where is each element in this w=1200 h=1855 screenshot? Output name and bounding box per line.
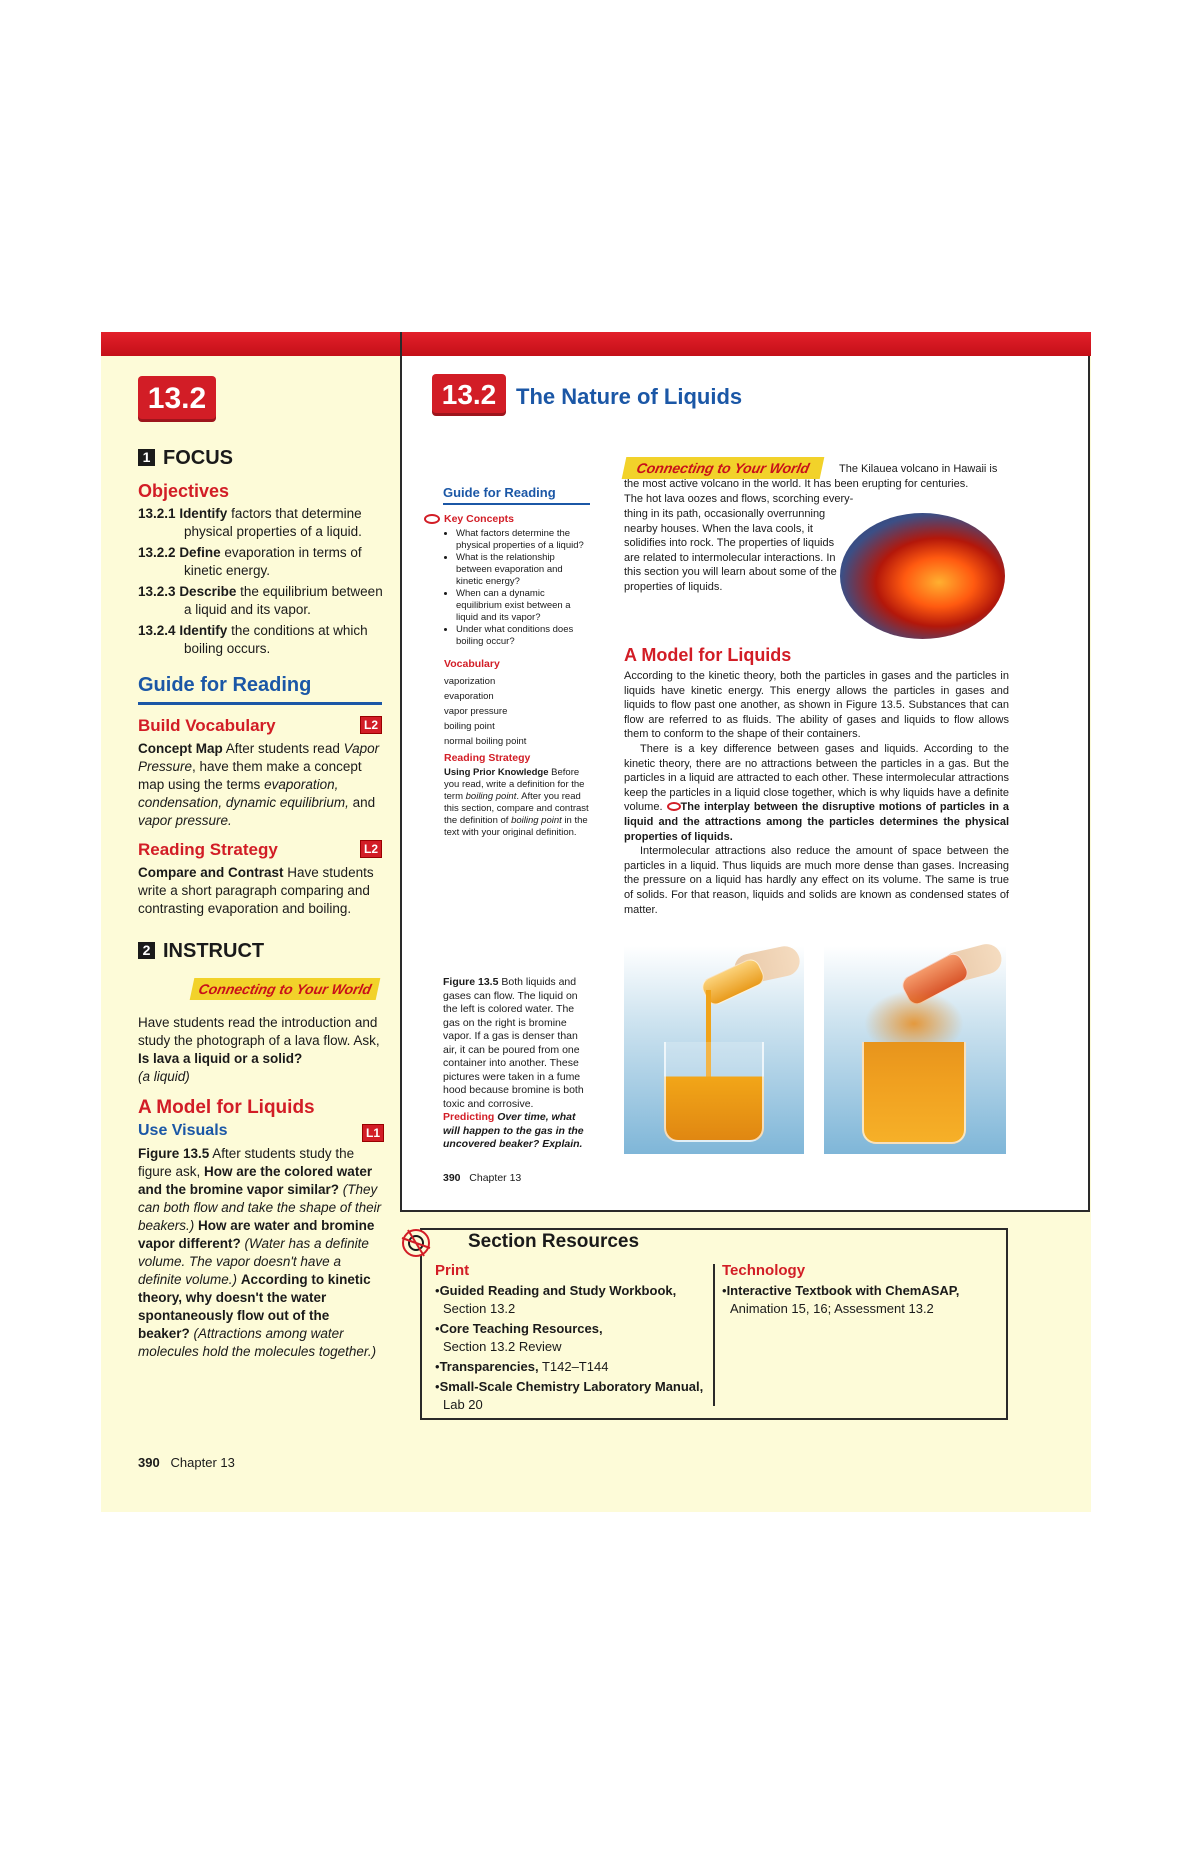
guide-underline [138, 702, 382, 705]
level-badge: L2 [360, 840, 382, 858]
print-item: •Core Teaching Resources, Section 13.2 Review [435, 1321, 603, 1354]
bar-divider [400, 332, 402, 356]
inner-reading-strategy-title: Reading Strategy [444, 752, 531, 764]
vocabulary-list [444, 674, 590, 749]
print-item: •Guided Reading and Study Workbook, Section 13.2 [435, 1283, 677, 1316]
section-number-badge: 13.2 [138, 376, 216, 422]
inner-section-badge: 13.2 [432, 374, 506, 416]
inner-model-title: A Model for Liquids [624, 645, 792, 665]
inner-guide-underline [443, 503, 590, 505]
objective-item: 13.2.3 Describe the equilibrium between a liquid and its vapor. [138, 584, 383, 617]
beaker [862, 1042, 966, 1144]
print-item: •Small-Scale Chemistry Laboratory Manual, Lab 20 [435, 1379, 704, 1412]
objectives-list [138, 505, 383, 658]
bromine-vapor [864, 990, 964, 1046]
lava-photo [840, 513, 1005, 639]
instruct-number: 2 [138, 942, 155, 959]
model-for-liquids-title: A Model for Liquids [138, 1097, 315, 1118]
key-icon [424, 514, 440, 524]
connecting-text: Have students read the introduction and study the photograph of a lava flow. Ask, Is lava a liquid or a solid? (a liquid) [138, 1015, 380, 1084]
focus-label: FOCUS [163, 447, 233, 469]
print-list [435, 1282, 710, 1414]
beaker [664, 1042, 764, 1142]
page-number: 390 [138, 1455, 160, 1470]
print-title: Print [435, 1262, 470, 1279]
technology-list [722, 1282, 1002, 1318]
vocab-item: evaporation [444, 691, 494, 702]
key-concept-item: • Under what conditions does boiling occur? [456, 624, 590, 648]
inner-guide-title: Guide for Reading [443, 485, 556, 500]
paragraph-3: Intermolecular attractions also reduce the amount of space between the particles in a liquid. Thus liquids are much more dense than gases. Increasing the pressure on a liquid has hardly any effect on its volume. The same is true of solids. For that reason, liquids and solids are known as condensed states of matter. [624, 845, 1009, 916]
top-red-bar [101, 332, 1091, 356]
key-concepts-title: Key Concepts [444, 513, 515, 525]
instruct-heading [138, 940, 264, 963]
figure-caption: Figure 13.5 Both liquids and gases can flow. The liquid on the left is colored water. The gas on the right is bromine vapor. If a gas is denser than air, it can be poured from one container into another. These pictures were taken in a fume hood because bromine is both toxic and corrosive. Predicting Over time, what will happen to the gas in the uncovered beaker? Explain. [443, 976, 584, 1150]
vocabulary-title: Vocabulary [444, 658, 500, 670]
objectives-title: Objectives [138, 481, 230, 501]
connecting-to-your-world-banner: Connecting to Your World [190, 978, 381, 1000]
inner-reading-strategy-text: Using Prior Knowledge Before you read, write a definition for the term boiling point. After you read this section, compare and contrast the definition of boiling point in the text with your original definition. [444, 767, 589, 838]
level-badge: L2 [360, 716, 382, 734]
paragraph-1: According to the kinetic theory, both the particles in gases and the particles in liquids have kinetic energy. This energy allows the particles in gases and liquids to flow past one another, as shown in Figure 13.5. Substances that can flow are referred to as fluids. The ability of gases and liquids to flow allows them to conform to the shape of their containers. [624, 670, 1009, 741]
technology-item: •Interactive Textbook with ChemASAP, Animation 15, 16; Assessment 13.2 [722, 1283, 960, 1316]
left-footer [138, 1455, 235, 1470]
vocab-item: normal boiling point [444, 736, 527, 747]
inner-chapter-label: Chapter 13 [469, 1172, 522, 1184]
section-resources-title: Section Resources [462, 1231, 645, 1253]
use-visuals-title: Use Visuals [138, 1122, 228, 1139]
build-vocabulary-text: Concept Map After students read Vapor Pressure, have them make a concept map using the terms evaporation, condensation, dynamic equilibrium, and vapor pressure. [138, 741, 380, 828]
vocab-item: vaporization [444, 676, 496, 687]
guide-for-reading-title: Guide for Reading [138, 674, 312, 696]
technology-title: Technology [722, 1262, 806, 1279]
instruct-label: INSTRUCT [163, 940, 265, 962]
key-concept-item: • When can a dynamic equilibrium exist between a liquid and its vapor? [456, 588, 590, 624]
print-item: •Transparencies, T142–T144 [435, 1359, 609, 1374]
intro-paragraph: thing in its path, occasionally overrunning nearby houses. When the lava cools, it solidifies into rock. The properties of liquids are related to intermolecular interactions. In this section you will learn about some of the properties of liquids. [624, 508, 837, 593]
model-paragraphs [624, 669, 1009, 917]
vocab-item: boiling point [444, 721, 495, 732]
resources-icon [398, 1226, 438, 1260]
intro-line-a: The Kilauea volcano in Hawaii is [839, 463, 998, 475]
inner-footer [443, 1172, 521, 1184]
resources-divider [713, 1264, 715, 1406]
paragraph-2: There is a key difference between gases and liquids. According to the kinetic theory, there are no attractions between the particles in a gas. But the particles in a liquid are attracted to each other. These intermolecular attractions keep the particles in a liquid close together, which is why liquids have a definite volume. The interplay between the disruptive motions of particles in a liquid and the attractions among the particles determines the physical properties of liquids. [624, 742, 1009, 843]
intro-line-b: the most active volcano in the world. It has been erupting for centuries. [624, 478, 969, 490]
inner-page-number: 390 [443, 1172, 461, 1184]
liquid-pouring-photo [624, 946, 804, 1154]
gas-pouring-photo [824, 946, 1006, 1154]
key-icon [667, 802, 681, 811]
objective-item: 13.2.2 Define evaporation in terms of kinetic energy. [138, 545, 362, 578]
vocab-item: vapor pressure [444, 706, 508, 717]
use-visuals-text: Figure 13.5 After students study the figure ask, How are the colored water and the bromine vapor similar? (They can both flow and take the shape of their beakers.) How are water and bromine vapor different? (Water has a definite volume. The vapor doesn't have a definite volume.) According to kinetic theory, why doesn't the water spontaneously flow out of the beaker? (Attractions among water molecules hold the molecules together.) [138, 1146, 382, 1359]
objective-item: 13.2.1 Identify factors that determine physical properties of a liquid. [138, 506, 362, 539]
section-title: The Nature of Liquids [516, 384, 743, 409]
key-concept-item: • What is the relationship between evaporation and kinetic energy? [456, 552, 590, 588]
inner-connecting-banner: Connecting to Your World [622, 457, 825, 479]
level-badge: L1 [362, 1124, 384, 1142]
focus-heading [138, 447, 233, 470]
reading-strategy-text: Compare and Contrast Have students write a short paragraph comparing and contrasting evaporation and boiling. [138, 865, 374, 916]
build-vocabulary-title: Build Vocabulary [138, 716, 276, 735]
key-concepts-list [444, 528, 590, 648]
focus-number: 1 [138, 449, 155, 466]
chapter-label: Chapter 13 [170, 1455, 235, 1470]
reading-strategy-title: Reading Strategy [138, 840, 278, 859]
key-concept-item: • What factors determine the physical properties of a liquid? [456, 528, 590, 552]
intro-line-c: The hot lava oozes and flows, scorching every- [624, 493, 854, 505]
objective-item: 13.2.4 Identify the conditions at which boiling occurs. [138, 623, 368, 656]
